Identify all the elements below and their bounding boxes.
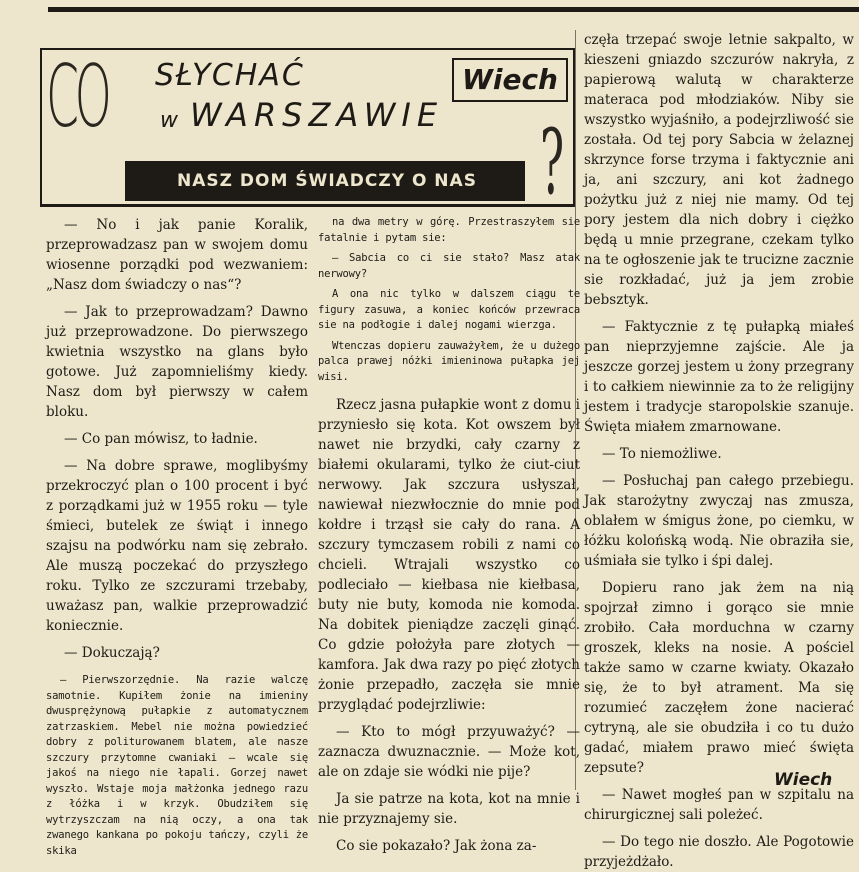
header-slychac: SŁYCHAĆ [155, 58, 305, 93]
header-warszawie: WARSZAWIE [190, 96, 444, 134]
paragraph: — Posłuchaj pan całego przebiegu. Jak starożytny zwyczaj nas zmusza, oblałem w śmigus żone, po ciemku, w łóżku kolońską wodą. Nie obraziła sie, uśmiała sie tylko i śpi dalej. [584, 473, 854, 569]
paragraph: — Na dobre sprawe, moglibyśmy przekroczyć plan o 100 procent i być z porządkami już w 1955 roku — tyle śmieci, butelek ze świąt i innego szajsu na podwórku nam się zebrało. Ale muszą poczekać do przyszłego roku. Tylko ze szczurami trzebaby, uważasz pan, walkie przeprowadzić koniecznie. [46, 458, 308, 634]
column-3 [584, 30, 854, 872]
paragraph: — Jak to przeprowadzam? Dawno już przeprowadzone. Do pierwszego kwietnia wszystko na glans było gotowe. Już zapomnieliśmy kiedy. Nasz dom był pierwszy w całem bloku. [46, 304, 308, 420]
author-stamp: Wiech [452, 58, 568, 102]
small-paragraph: na dwa metry w górę. Przestraszyłem sie fatalnie i pytam sie: [318, 216, 580, 244]
top-rule [48, 7, 859, 12]
paragraph: Co sie pokazało? Jak żona za- [336, 838, 537, 854]
column-2 [318, 215, 580, 856]
paragraph: — Kto to mógł przyuważyć? — zaznacza dwuznacznie. — Może kot, ale on zdaje sie wódki nie pije? [318, 724, 580, 780]
paragraph: — Co pan mówisz, to ładnie. [64, 431, 258, 447]
title-bar [125, 161, 525, 201]
paragraph: — Do tego nie doszło. Ale Pogotowie przyjeżdżało. [584, 834, 854, 870]
header-question-mark: ? [540, 110, 565, 215]
small-paragraph: — Sabcia co ci sie stało? Masz atak nerwowy? [318, 252, 580, 280]
column-header [40, 47, 575, 215]
small-paragraph: A ona nic tylko w dalszem ciągu te figury zasuwa, a koniec końców przewraca sie na podłogie i dalej nogami wierzga. [318, 288, 580, 331]
paragraph: — Nawet mogłeś pan w szpitalu na chirurgicznej sali poleżeć. [584, 787, 854, 823]
paragraph: — Faktycznie z tę pułapką miałeś pan nieprzyjemne zajście. Ale ja jeszcze gorzej jestem u żony przegrany i to całkiem niewinnie za to że religijny jestem i tradycje staropolskie szanuje. Święta miałem zmarnowane. [584, 319, 854, 435]
paragraph: Dopieru rano jak żem na nią spojrzał zimno i gorąco sie mnie zrobiło. Cała morduchna w czarny groszek, kleks na nosie. A pościel także samo w czarne kwiaty. Okazało się, że to był atrament. Ma się rozumieć zaczęłem żone nacierać cytryną, ale sie obudziła i co tu dużo gadać, miałem prawo mieć święta zepsute? [584, 580, 854, 776]
paragraph: częła trzepać swoje letnie sakpalto, w kieszeni gniazdo szczurów nakryła, z papierową walutą w charakterze materaca pod młodziaków. Niby sie wszystko wyjaśniło, a podejrzliwość sie została. Od tej pory Sabcia w żelaznej skrzynce forse trzyma i faktycznie ani ja, ani szczury, ani kot żadnego pożytku już z niej nie mamy. Od tej pory jestem dla nich dobry i ciężko będą u mnie przegrane, czekam tylko na te ogłoszenie jak te trucizne zacznie sie rozkładać, już ja jem zrobie bebsztyk. [584, 32, 854, 308]
paragraph: Ja sie patrze na kota, kot na mnie i nie przyznajemy sie. [318, 791, 580, 827]
article-title: NASZ DOM ŚWIADCZY O NAS [177, 171, 477, 191]
header-co: CO [46, 47, 108, 147]
paragraph: Rzecz jasna pułapkie wont z domu i przyniesło się kota. Kot owszem był nawet nie brzydki, cały czarny z białemi okularami, tylko że ciut-ciut nerwowy. Jak szczura usłyszał, nawiewał niezwłocznie do mnie pod kołdre i trząsł sie cały do rana. A szczury tymczasem robili z nami co chcieli. Wtrajali wszystko co podleciało — kiełbasa nie kiełbasa, buty nie buty, komoda nie komoda. Na dobitek pieniądze zaczęli ginąć. Co gdzie położyła pare złotych — kamfora. Jak dwa razy po pięć złotych żonie przepadło, zaczęła sie mnie przyglądać podejrzliwie: [318, 397, 580, 713]
small-paragraph: — Pierwszorzędnie. Na razie walczę samotnie. Kupiłem żonie na imieniny dwusprężynową pułapkie z automatycznem zatrzaskiem. Mebel nie można powiedzieć dobry z politurowanem blatem, ale nasze szczury przytomne cwaniaki — wcale się jakoś na niego nie łapali. Gorzej nawet wyszło. Wstaje moja małżonka jednego razu z łóżka i w krzyk. Obudziłem się wytrzyszczam na nią oczy, a ona tak zwanego kankana po pokoju tańczy, czyli że skika [46, 674, 308, 857]
header-w: w [160, 108, 178, 133]
paragraph: — No i jak panie Koralik, przeprowadzasz pan w swojem domu wiosenne porządki pod wezwaniem: „Nasz dom świadczy o nas“? [46, 217, 308, 293]
header-bottom-rule [40, 204, 575, 207]
paragraph: — To niemożliwe. [602, 446, 722, 462]
column-1 [46, 215, 308, 859]
paragraph: — Dokuczają? [64, 645, 160, 661]
small-paragraph: Wtenczas dopieru zauważyłem, że u dużego palca prawej nóżki imieninowa pułapka jej wisi. [318, 339, 580, 383]
author-signature: Wiech [774, 770, 833, 790]
